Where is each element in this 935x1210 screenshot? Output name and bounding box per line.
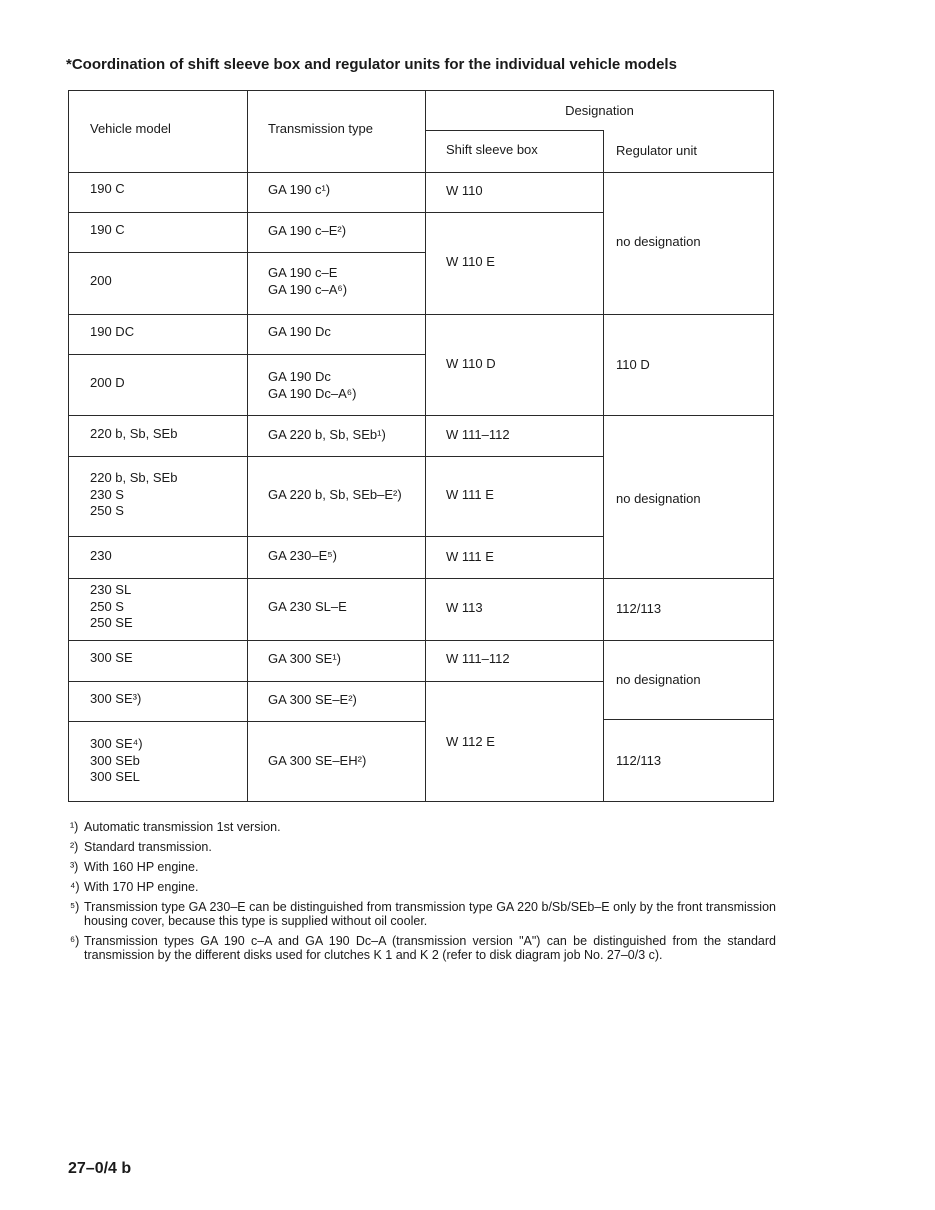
regulator-unit-cell: no designation bbox=[616, 672, 701, 687]
row-divider bbox=[68, 456, 425, 457]
vehicle-model-cell: 190 C bbox=[90, 181, 125, 196]
transmission-type-cell: GA 190 c–E GA 190 c–A⁶) bbox=[268, 265, 348, 297]
transmission-type-cell: GA 220 b, Sb, SEb–E²) bbox=[268, 487, 402, 502]
footnote: ¹) Automatic transmission 1st version. bbox=[70, 820, 281, 834]
shift-sleeve-box-cell: W 110 D bbox=[446, 356, 496, 371]
row-divider bbox=[68, 681, 425, 682]
regulator-unit-cell: no designation bbox=[616, 234, 701, 249]
row-divider bbox=[603, 640, 774, 641]
regulator-unit-cell: no designation bbox=[616, 491, 701, 506]
coordination-table bbox=[68, 90, 774, 802]
column-divider bbox=[425, 90, 426, 802]
header-divider bbox=[68, 172, 774, 173]
transmission-type-cell: GA 230 SL–E bbox=[268, 599, 347, 614]
row-divider bbox=[68, 252, 425, 253]
footnote: ⁵) Transmission type GA 230–E can be distinguished from transmission type GA 220 b/Sb/SEb–E only by the front transmission housing cover, because this type is supplied without oil cooler. bbox=[70, 900, 776, 928]
row-divider bbox=[68, 721, 425, 722]
header-divider bbox=[425, 130, 603, 131]
vehicle-model-cell: 220 b, Sb, SEb 230 S 250 S bbox=[90, 470, 178, 518]
row-divider bbox=[425, 212, 603, 213]
row-divider bbox=[68, 212, 425, 213]
vehicle-model-cell: 190 C bbox=[90, 222, 125, 237]
header-regulator-unit: Regulator unit bbox=[616, 143, 697, 158]
transmission-type-cell: GA 190 c¹) bbox=[268, 182, 331, 197]
transmission-type-cell: GA 190 Dc GA 190 Dc–A⁶) bbox=[268, 369, 357, 401]
vehicle-model-cell: 190 DC bbox=[90, 324, 135, 339]
transmission-type-cell: GA 220 b, Sb, SEb¹) bbox=[268, 427, 386, 442]
vehicle-model-cell: 300 SE³) bbox=[90, 691, 142, 706]
shift-sleeve-box-cell: W 110 E bbox=[446, 254, 495, 269]
row-divider bbox=[68, 354, 425, 355]
shift-sleeve-box-cell: W 112 E bbox=[446, 734, 495, 749]
footnote: ⁶) Transmission types GA 190 c–A and GA 190 Dc–A (transmission version "A") can be distinguished from the standard transmission by the different disks used for clutches K 1 and K 2 (refer to disk diagram job No. 27–0/3 c). bbox=[70, 934, 776, 962]
row-divider bbox=[425, 314, 603, 315]
transmission-type-cell: GA 230–E⁵) bbox=[268, 548, 337, 563]
header-vehicle-model: Vehicle model bbox=[90, 121, 171, 136]
transmission-type-cell: GA 190 c–E²) bbox=[268, 223, 347, 238]
row-divider bbox=[425, 456, 603, 457]
table-border bbox=[68, 801, 774, 802]
row-divider bbox=[603, 578, 774, 579]
page-title: *Coordination of shift sleeve box and regulator units for the individual vehicle models bbox=[66, 56, 677, 73]
row-divider bbox=[603, 415, 774, 416]
row-divider bbox=[68, 314, 425, 315]
footnote: ²) Standard transmission. bbox=[70, 840, 212, 854]
row-divider bbox=[425, 536, 603, 537]
vehicle-model-cell: 220 b, Sb, SEb bbox=[90, 426, 178, 441]
row-divider bbox=[425, 681, 603, 682]
vehicle-model-cell: 300 SE bbox=[90, 650, 133, 665]
vehicle-model-cell: 200 bbox=[90, 273, 112, 288]
row-divider bbox=[603, 719, 774, 720]
row-divider bbox=[68, 536, 425, 537]
row-divider bbox=[68, 578, 425, 579]
footnote: ⁴) With 170 HP engine. bbox=[70, 880, 199, 894]
footnote: ³) With 160 HP engine. bbox=[70, 860, 199, 874]
page-number: 27–0/4 b bbox=[68, 1160, 132, 1177]
transmission-type-cell: GA 300 SE¹) bbox=[268, 651, 341, 666]
shift-sleeve-box-cell: W 113 bbox=[446, 600, 483, 615]
transmission-type-cell: GA 300 SE–E²) bbox=[268, 692, 357, 707]
table-border bbox=[68, 90, 69, 802]
shift-sleeve-box-cell: W 111 E bbox=[446, 487, 494, 502]
header-transmission-type: Transmission type bbox=[268, 121, 373, 136]
shift-sleeve-box-cell: W 111–112 bbox=[446, 427, 510, 442]
header-shift-sleeve-box: Shift sleeve box bbox=[446, 142, 538, 157]
row-divider bbox=[68, 415, 425, 416]
table-border bbox=[68, 90, 774, 91]
regulator-unit-cell: 112/113 bbox=[616, 601, 662, 616]
regulator-unit-cell: 112/113 bbox=[616, 753, 662, 768]
row-divider bbox=[603, 314, 774, 315]
column-divider bbox=[603, 130, 604, 802]
vehicle-model-cell: 200 D bbox=[90, 375, 125, 390]
shift-sleeve-box-cell: W 111–112 bbox=[446, 651, 510, 666]
header-designation: Designation bbox=[565, 103, 634, 118]
shift-sleeve-box-cell: W 110 bbox=[446, 183, 483, 198]
column-divider bbox=[247, 90, 248, 802]
regulator-unit-cell: 110 D bbox=[616, 357, 650, 372]
shift-sleeve-box-cell: W 111 E bbox=[446, 549, 494, 564]
transmission-type-cell: GA 190 Dc bbox=[268, 324, 331, 339]
row-divider bbox=[425, 640, 603, 641]
row-divider bbox=[68, 640, 425, 641]
vehicle-model-cell: 230 SL 250 S 250 SE bbox=[90, 582, 133, 630]
transmission-type-cell: GA 300 SE–EH²) bbox=[268, 753, 367, 768]
footnotes bbox=[70, 820, 776, 968]
table-border bbox=[773, 90, 774, 802]
vehicle-model-cell: 300 SE⁴) 300 SEb 300 SEL bbox=[90, 736, 143, 784]
row-divider bbox=[425, 578, 603, 579]
row-divider bbox=[425, 415, 603, 416]
vehicle-model-cell: 230 bbox=[90, 548, 112, 563]
